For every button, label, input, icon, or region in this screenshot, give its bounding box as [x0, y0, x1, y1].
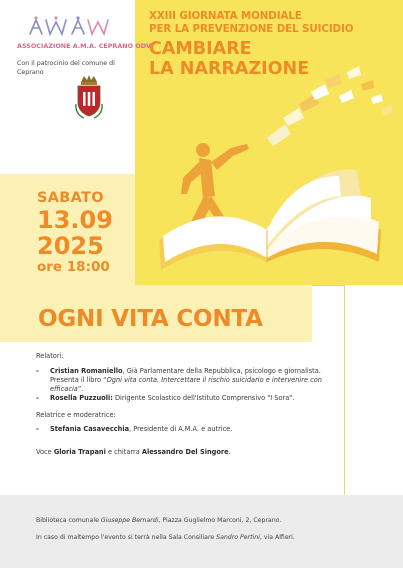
moderator-name: Stefania Casavecchia — [50, 425, 130, 433]
divider-horizontal — [312, 285, 345, 286]
speakers-label: Relatori: — [36, 352, 64, 360]
speaker-1-name: Cristian Romaniello — [50, 367, 123, 375]
event-day-month: 13.09 — [37, 206, 113, 234]
patronage-text: Con il patrocinio del comune di Ceprano — [17, 60, 115, 76]
municipal-crest-icon — [74, 74, 104, 120]
association-logo-icon — [22, 14, 117, 38]
venue-line — [36, 517, 281, 524]
divider-vertical — [344, 285, 345, 495]
speaker-2: - Rosella Puzzuoli: Dirigente Scolastico dell'Istituto Comprensivo "I Sora". — [36, 394, 295, 402]
speaker-1: - Cristian Romaniello, Già Parlamentare della Repubblica, psicologo e giornalista. Presenta il libro “Ogni vita conta. Intercettare il rischio suicidario e intervenire con efficacia”. — [36, 367, 322, 393]
backup-venue-line — [36, 534, 295, 541]
event-date — [37, 190, 113, 276]
hero-main-title — [149, 40, 399, 79]
speaker-1-desc: , Già Parlamentare della Repubblica, psicologo e giornalista. Presenta il libro “ — [50, 367, 321, 384]
moderator: - Stefania Casavecchia, Presidente di A.M.A. e autrice. — [36, 425, 233, 433]
hero-panel — [135, 0, 403, 285]
event-time: ore 18:00 — [37, 259, 110, 275]
hero-title-line-1: CAMBIARE — [149, 39, 252, 59]
speaker-1-book: Ogni vita conta. Intercettare il rischio suicidario e intervenire con efficacia — [50, 376, 322, 393]
music-credits — [36, 448, 338, 457]
hero-subtitle — [149, 10, 399, 36]
voice-name: Gloria Trapani — [53, 448, 106, 456]
venue-name: Giuseppe Bernardi — [100, 517, 159, 524]
venue-address: , Piazza Guglielmo Marconi, 2, Ceprano. — [158, 517, 282, 524]
speaker-2-name: Rosella Puzzuoli: — [50, 394, 113, 402]
tagline: OGNI VITA CONTA — [38, 306, 263, 332]
speaker-1-end: ”. — [77, 385, 84, 393]
venue-prefix: Biblioteca comunale — [36, 517, 101, 524]
voice-middle: e chitarra — [105, 448, 142, 456]
event-year: 2025 — [37, 232, 104, 260]
hero-subtitle-line-1: XXIII GIORNATA MONDIALE — [149, 10, 302, 22]
hero-subtitle-line-2: PER LA PREVENZIONE DEL SUICIDIO — [149, 23, 354, 35]
moderator-desc: , Presidente di A.M.A. e autrice. — [129, 425, 233, 433]
moderator-label: Relatrice e moderatrice: — [36, 411, 116, 419]
program-details — [36, 352, 338, 457]
backup-suffix: , via Alfieri. — [259, 534, 295, 541]
hero-title-block — [149, 10, 399, 79]
footer — [0, 495, 403, 568]
voice-end: . — [228, 448, 231, 456]
guitar-name: Alessandro Del Singore — [141, 448, 229, 456]
backup-name: Sandro Pertini — [216, 534, 260, 541]
event-day: SABATO — [37, 190, 104, 206]
association-name: ASSOCIAZIONE A.M.A. CEPRANO ODV — [17, 42, 151, 50]
hero-title-line-2: LA NARRAZIONE — [149, 58, 310, 79]
voice-prefix: Voce — [36, 448, 54, 456]
speaker-2-desc: Dirigente Scolastico dell'Istituto Comprensivo "I Sora". — [112, 394, 295, 402]
backup-prefix: In caso di maltempo l'evento si terrà nella Sala Consiliare — [36, 534, 217, 541]
